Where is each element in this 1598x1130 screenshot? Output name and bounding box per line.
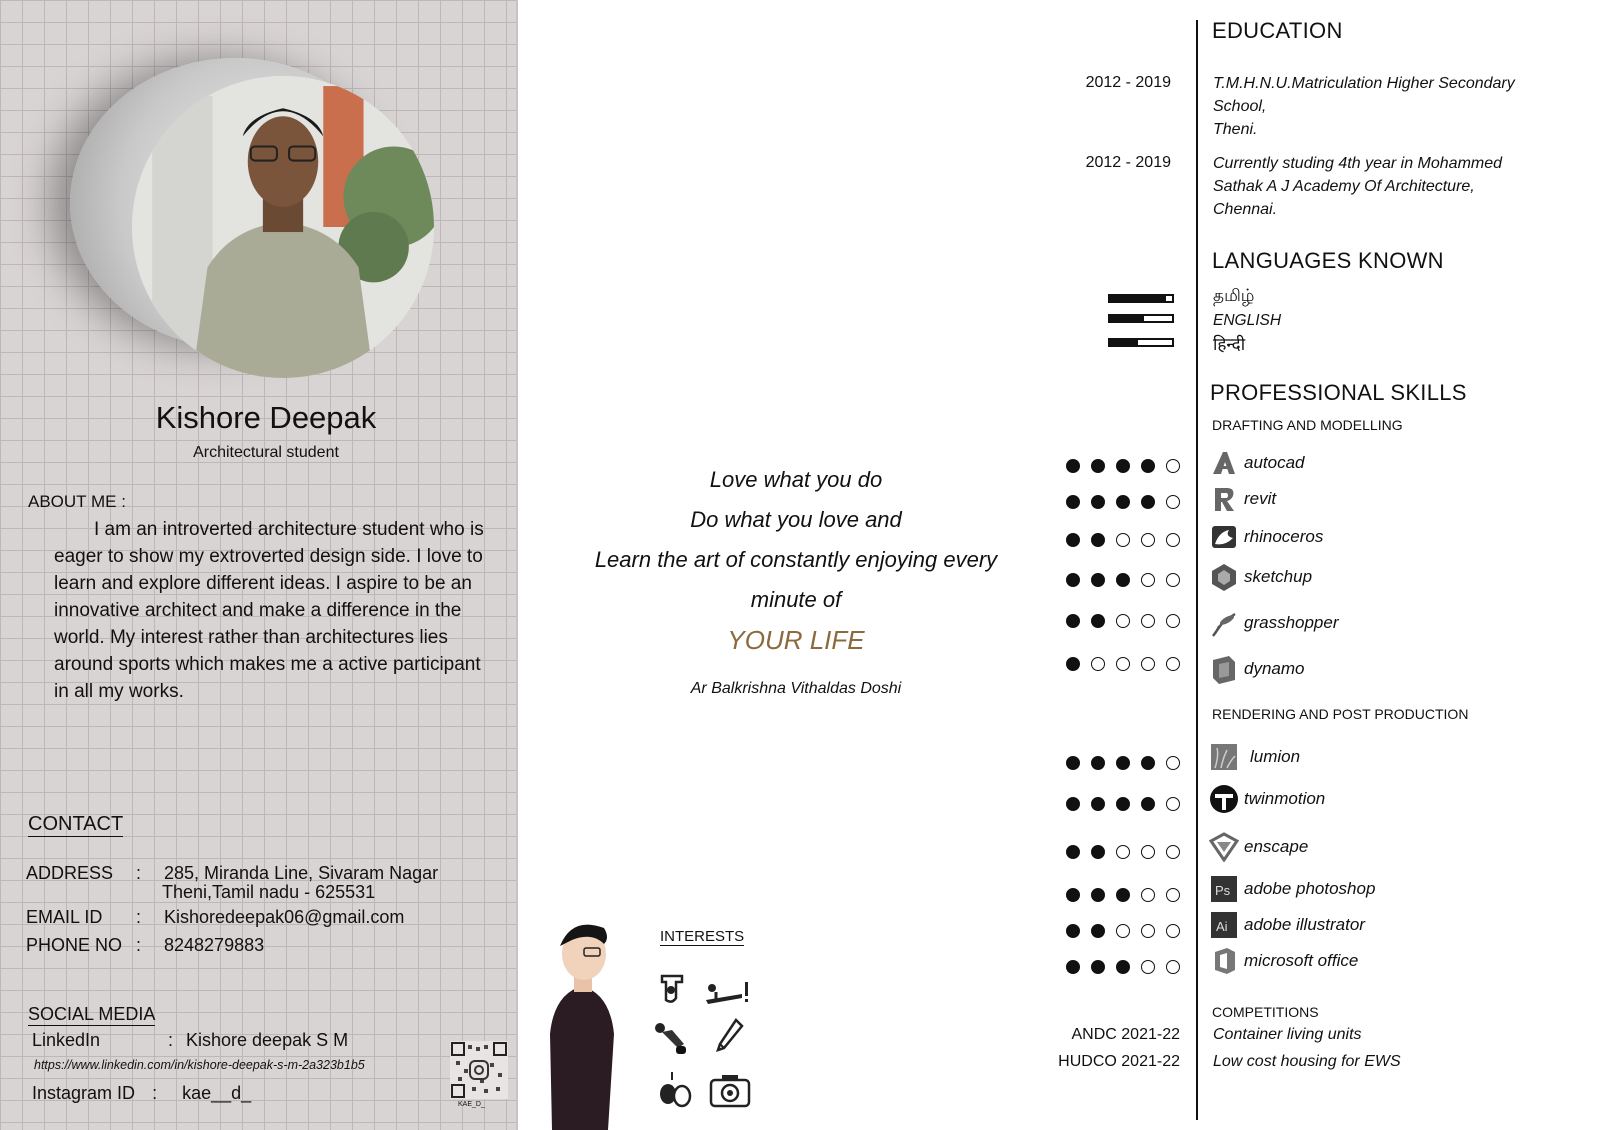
sketchup-icon (1208, 561, 1240, 593)
quote-highlight: YOUR LIFE (727, 625, 865, 655)
skill-rating (1066, 657, 1180, 671)
rating-dot-filled (1091, 533, 1105, 547)
camera-gimbal-icon (652, 968, 692, 1008)
rating-dot-empty (1166, 533, 1180, 547)
profile-role: Architectural student (193, 444, 339, 461)
education-entry (1213, 152, 1573, 221)
skill-name: autocad (1244, 453, 1305, 472)
photoshop-icon (1208, 873, 1240, 905)
email-label: EMAIL ID (26, 907, 103, 927)
rating-dot-filled (1066, 756, 1080, 770)
svg-text:Ps: Ps (1215, 883, 1231, 898)
rating-dot-filled (1116, 756, 1130, 770)
lumion-icon (1208, 741, 1240, 773)
instagram-id[interactable]: kae__d_ (182, 1083, 252, 1103)
skill-name: lumion (1250, 747, 1301, 766)
rating-dot-filled (1066, 797, 1080, 811)
competition-event: HUDCO 2021-22 (1058, 1053, 1180, 1070)
education-heading: EDUCATION (1212, 18, 1343, 43)
skill-name: microsoft office (1244, 951, 1359, 970)
rating-dot-filled (1116, 459, 1130, 473)
skill-autocad (1208, 446, 1305, 480)
competition-title: Container living units (1213, 1026, 1362, 1043)
rating-dot-empty (1141, 888, 1155, 902)
qr-code-icon[interactable] (450, 1041, 508, 1111)
rating-dot-empty (1166, 657, 1180, 671)
skill-rating (1066, 573, 1180, 587)
education-years: 2012 - 2019 (1085, 74, 1171, 91)
rating-dot-filled (1066, 924, 1080, 938)
education-line: Theni. (1213, 121, 1258, 138)
address-label: ADDRESS (26, 863, 114, 883)
skill-rating (1066, 756, 1180, 770)
colon: : (152, 1083, 158, 1103)
illustrator-icon (1208, 909, 1240, 941)
education-line: Sathak A J Academy Of Architecture, (1213, 178, 1475, 195)
rating-dot-empty (1116, 845, 1130, 859)
enscape-icon (1208, 831, 1240, 863)
skill-name: adobe illustrator (1244, 915, 1365, 934)
rating-dot-filled (1091, 495, 1105, 509)
rating-dot-filled (1066, 614, 1080, 628)
rating-dot-filled (1091, 960, 1105, 974)
linkedin-row (32, 1030, 348, 1051)
email-row (26, 906, 404, 929)
drafting-heading: DRAFTING AND MODELLING (1212, 417, 1403, 433)
rating-dot-filled (1091, 888, 1105, 902)
skill-rating (1066, 797, 1180, 811)
rating-dot-filled (1066, 888, 1080, 902)
rating-dot-empty (1141, 657, 1155, 671)
colon: : (168, 1030, 174, 1050)
quote (540, 460, 1052, 660)
rendering-heading: RENDERING AND POST PRODUCTION (1212, 706, 1469, 722)
skill-office (1208, 944, 1358, 978)
competition-title: Low cost housing for EWS (1213, 1053, 1401, 1070)
rating-dot-filled (1116, 573, 1130, 587)
education-line: Currently studing 4th year in Mohammed (1213, 155, 1503, 172)
rating-dot-empty (1141, 614, 1155, 628)
skill-name: adobe photoshop (1244, 879, 1376, 898)
rating-dot-empty (1141, 573, 1155, 587)
rating-dot-filled (1091, 756, 1105, 770)
phone-value[interactable]: 8248279883 (164, 935, 265, 955)
rating-dot-filled (1066, 533, 1080, 547)
pencil-icon (710, 1016, 750, 1056)
rating-dot-empty (1166, 845, 1180, 859)
linkedin-name[interactable]: Kishore deepak S M (186, 1030, 349, 1050)
skill-name: grasshopper (1244, 613, 1339, 632)
education-line: T.M.H.N.U.Matriculation Higher Secondary (1213, 75, 1515, 92)
skill-twinmotion (1208, 782, 1325, 816)
rating-dot-filled (1116, 888, 1130, 902)
rating-dot-filled (1141, 797, 1155, 811)
rating-dot-filled (1066, 960, 1080, 974)
rating-dot-empty (1166, 495, 1180, 509)
education-years: 2012 - 2019 (1085, 154, 1171, 171)
interests-heading: INTERESTS (660, 928, 745, 945)
skill-rating (1066, 845, 1180, 859)
rating-dot-filled (1141, 756, 1155, 770)
svg-text:Ai: Ai (1216, 919, 1228, 934)
colon: : (136, 907, 142, 927)
language-level-bar (1108, 294, 1174, 303)
left-panel (0, 0, 518, 1130)
education-entry (1213, 72, 1573, 141)
language-item: தமிழ் (1213, 286, 1255, 305)
twinmotion-icon (1208, 783, 1240, 815)
rating-dot-empty (1091, 657, 1105, 671)
revit-icon (1208, 483, 1240, 515)
rating-dot-filled (1066, 459, 1080, 473)
rating-dot-filled (1141, 495, 1155, 509)
skill-rating (1066, 459, 1180, 473)
quote-author: Ar Balkrishna Vithaldas Doshi (690, 680, 902, 697)
rating-dot-empty (1141, 960, 1155, 974)
language-level-bar (1108, 338, 1174, 347)
rating-dot-empty (1141, 845, 1155, 859)
rating-dot-empty (1166, 797, 1180, 811)
rating-dot-empty (1166, 614, 1180, 628)
profile-photo (132, 76, 434, 378)
quote-line: Learn the art of constantly enjoying every (594, 547, 998, 572)
rating-dot-filled (1091, 573, 1105, 587)
qr-caption: KAE_D_ (458, 1101, 485, 1108)
rating-dot-empty (1166, 573, 1180, 587)
rating-dot-filled (1091, 614, 1105, 628)
email-value[interactable]: Kishoredeepak06@gmail.com (164, 907, 405, 927)
rating-dot-filled (1066, 573, 1080, 587)
skill-illustrator (1208, 908, 1365, 942)
rating-dot-empty (1166, 924, 1180, 938)
grasshopper-icon (1208, 607, 1240, 639)
rating-dot-filled (1116, 495, 1130, 509)
rating-dot-filled (1141, 459, 1155, 473)
skill-name: enscape (1244, 837, 1309, 856)
skill-name: sketchup (1244, 567, 1313, 586)
language-item: हिन्दी (1213, 335, 1246, 354)
about-text: I am an introverted architecture student who is eager to show my extroverted design side. I love to learn and explore different ideas. I aspire to be an innovative architect and make a difference in the world. My interest rather than architectures lies around sports which makes me a active participant in all my works. (54, 519, 484, 702)
quote-line: Do what you love and (690, 507, 902, 532)
skill-revit (1208, 482, 1276, 516)
quote-line: minute of (750, 587, 842, 612)
language-item: ENGLISH (1213, 312, 1282, 329)
address-line1: 285, Miranda Line, Sivaram Nagar (164, 863, 439, 883)
rating-dot-empty (1141, 924, 1155, 938)
rating-dot-filled (1091, 924, 1105, 938)
skill-rating (1066, 924, 1180, 938)
contact-heading: CONTACT (28, 813, 124, 835)
skill-rating (1066, 495, 1180, 509)
instagram-label: Instagram ID (32, 1083, 136, 1103)
divider-line (1196, 20, 1198, 1120)
rating-dot-empty (1116, 924, 1130, 938)
languages-heading: LANGUAGES KNOWN (1212, 248, 1444, 273)
skill-name: revit (1244, 489, 1277, 508)
skill-sketchup (1208, 560, 1312, 594)
dynamo-icon (1208, 653, 1240, 685)
about-heading: ABOUT ME : (28, 492, 126, 511)
skill-dynamo (1208, 652, 1304, 686)
competitions-heading: COMPETITIONS (1212, 1004, 1319, 1020)
rating-dot-empty (1116, 533, 1130, 547)
skill-rating (1066, 888, 1180, 902)
competition-event: ANDC 2021-22 (1071, 1026, 1180, 1043)
language-level-fill (1110, 340, 1138, 345)
rating-dot-empty (1116, 657, 1130, 671)
boxing-gloves-icon (656, 1070, 696, 1110)
skill-name: dynamo (1244, 659, 1305, 678)
skills-heading: PROFESSIONAL SKILLS (1210, 380, 1467, 405)
social-heading: SOCIAL MEDIA (28, 1004, 156, 1024)
rating-dot-empty (1166, 756, 1180, 770)
language-level-bar (1108, 314, 1174, 323)
rating-dot-filled (1091, 459, 1105, 473)
rating-dot-empty (1166, 960, 1180, 974)
autocad-icon (1208, 447, 1240, 479)
rating-dot-empty (1166, 888, 1180, 902)
rhinoceros-icon (1208, 521, 1240, 553)
pushup-icon (702, 970, 750, 1010)
skill-name: rhinoceros (1244, 527, 1324, 546)
rating-dot-filled (1091, 797, 1105, 811)
education-line: Chennai. (1213, 201, 1278, 218)
skill-name: twinmotion (1244, 789, 1326, 808)
rating-dot-empty (1141, 533, 1155, 547)
profile-name: Kishore Deepak (155, 400, 377, 435)
skill-rating (1066, 614, 1180, 628)
skill-lumion (1208, 740, 1300, 774)
skill-grasshopper (1208, 606, 1339, 640)
skill-rhinoceros (1208, 520, 1323, 554)
boxing-icon (650, 1018, 690, 1058)
skill-photoshop (1208, 872, 1375, 906)
colon: : (136, 863, 142, 883)
education-line: School, (1213, 98, 1267, 115)
rating-dot-filled (1066, 657, 1080, 671)
rating-dot-filled (1066, 495, 1080, 509)
phone-row (26, 934, 264, 957)
skill-enscape (1208, 830, 1308, 864)
linkedin-url[interactable]: https://www.linkedin.com/in/kishore-deepak-s-m-2a323b1b5 (34, 1058, 365, 1072)
phone-label: PHONE NO (26, 935, 123, 955)
colon: : (136, 935, 142, 955)
rating-dot-filled (1116, 797, 1130, 811)
rating-dot-filled (1091, 845, 1105, 859)
instagram-row (32, 1083, 251, 1104)
skill-rating (1066, 960, 1180, 974)
quote-line: Love what you do (709, 467, 883, 492)
rating-dot-filled (1116, 960, 1130, 974)
camera-icon (708, 1072, 752, 1112)
rating-dot-empty (1116, 614, 1130, 628)
character-illustration (532, 914, 632, 1130)
language-level-fill (1110, 316, 1144, 321)
address-line2: Theni,Tamil nadu - 625531 (162, 882, 376, 902)
rating-dot-empty (1166, 459, 1180, 473)
linkedin-label: LinkedIn (32, 1030, 101, 1050)
office-icon (1208, 945, 1240, 977)
skill-rating (1066, 533, 1180, 547)
rating-dot-filled (1066, 845, 1080, 859)
language-level-fill (1110, 296, 1166, 301)
